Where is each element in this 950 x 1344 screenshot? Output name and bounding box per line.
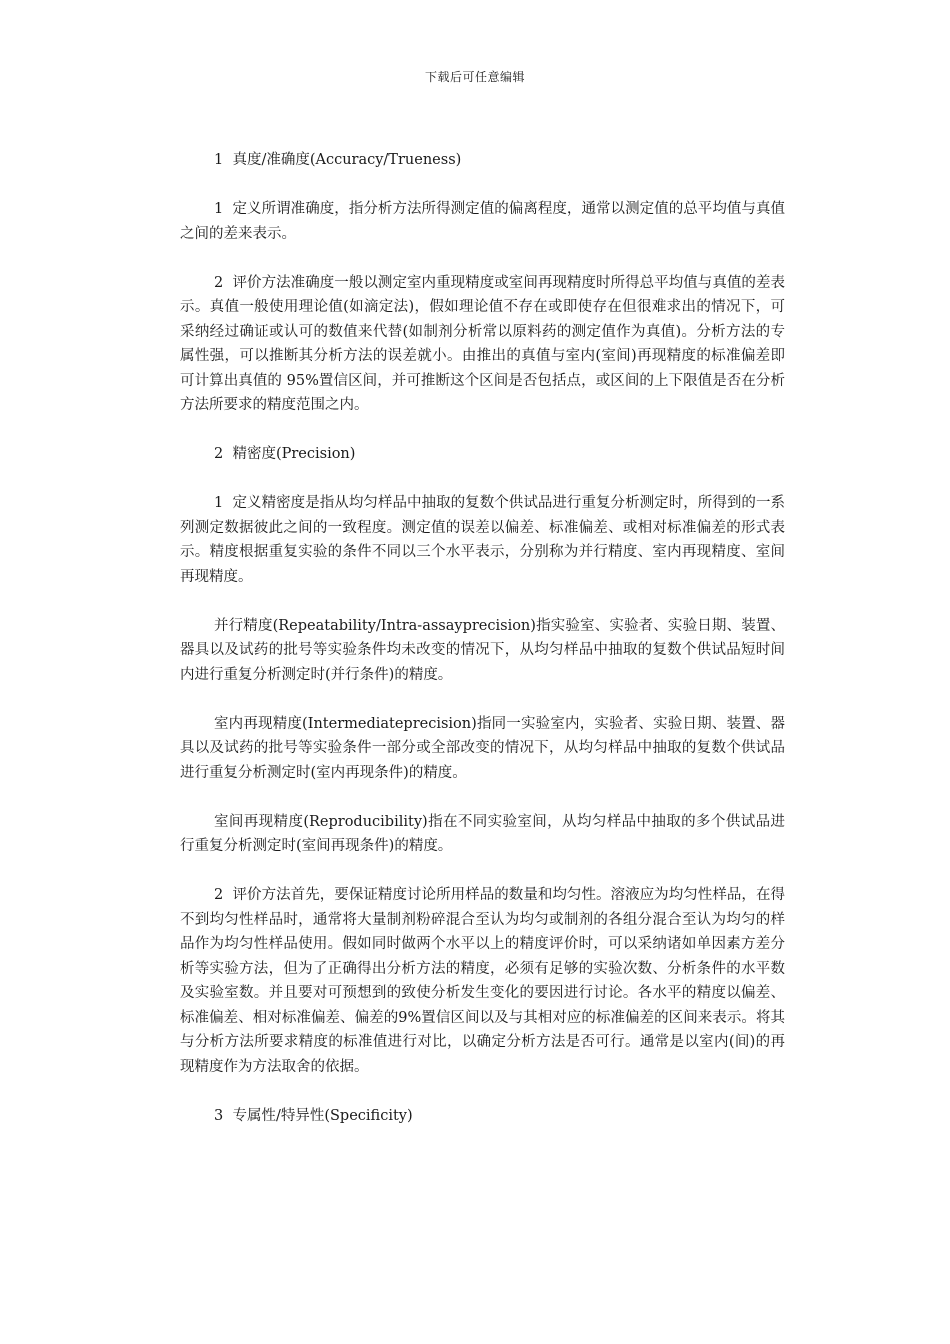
paragraph-repeatability: 并行精度(Repeatability/Intra-assayprecision)指实验室、实验者、实验日期、装置、器具以及试药的批号等实验条件均未改变的情况下，从均匀样品中抽取的复数个供试品短时间内进行重复分析测定时(并行条件)的精度。 — [180, 617, 785, 683]
paragraph-reproducibility: 室间再现精度(Reproducibility)指在不同实验室间，从均匀样品中抽取的多个供试品进行重复分析测定时(室间再现条件)的精度。 — [180, 813, 785, 854]
heading-precision: 2 精密度(Precision) — [214, 446, 356, 462]
paragraph-accuracy-definition: 1 定义所谓准确度，指分析方法所得测定值的偏离程度，通常以测定值的总平均值与真值之间的差来表示。 — [180, 201, 785, 242]
paragraph-precision-definition: 1 定义精密度是指从均匀样品中抽取的复数个供试品进行重复分析测定时，所得到的一系列测定数据彼此之间的一致程度。测定值的误差以偏差、标准偏差、或相对标准偏差的形式表示。精度根据重复实验的条件不同以三个水平表示，分别称为并行精度、室内再现精度、室间再现精度。 — [180, 495, 785, 585]
heading-accuracy: 1 真度/准确度(Accuracy/Trueness) — [214, 152, 462, 168]
paragraph-precision-evaluation: 2 评价方法首先，要保证精度讨论所用样品的数量和均匀性。溶液应为均匀性样品，在得不到均匀性样品时，通常将大量制剂粉碎混合至认为均匀或制剂的各组分混合至认为均匀的样品作为均匀性样品使用。假如同时做两个水平以上的精度评价时，可以采纳诸如单因素方差分析等实验方法，但为了正确得出分析方法的精度，必须有足够的实验次数、分析条件的水平数及实验室数。并且要对可预想到的致使分析发生变化的要因进行讨论。各水平的精度以偏差、标准偏差、相对标准偏差、偏差的9%置信区间以及与其相对应的标准偏差的区间来表示。将其与分析方法所要求精度的标准值进行对比，以确定分析方法是否可行。通常是以室内(间)的再现精度作为方法取舍的依据。 — [180, 887, 785, 1075]
page-header: 下载后可任意编辑 — [424, 70, 525, 84]
paragraph-accuracy-evaluation: 2 评价方法准确度一般以测定室内重现精度或室间再现精度时所得总平均值与真值的差表示。真值一般使用理论值(如滴定法)，假如理论值不存在或即使存在但很难求出的情况下，可采纳经过确证或认可的数值来代替(如制剂分析常以原料药的测定值作为真值)。分析方法的专属性强，可以推断其分析方法的误差就小。由推出的真值与室内(室间)再现精度的标准偏差即可计算出真值的 95%置信区间，并可推断这个区间是否包括点，或区间的上下限值是否在分析方法所要求的精度范围之内。 — [180, 274, 785, 413]
paragraph-intermediate-precision: 室内再现精度(Intermediateprecision)指同一实验室内，实验者、实验日期、装置、器具以及试药的批号等实验条件一部分或全部改变的情况下，从均匀样品中抽取的复数个供试品进行重复分析测定时(室内再现条件)的精度。 — [180, 715, 785, 781]
document-body — [180, 148, 785, 1153]
heading-specificity: 3 专属性/特异性(Specificity) — [214, 1107, 413, 1124]
